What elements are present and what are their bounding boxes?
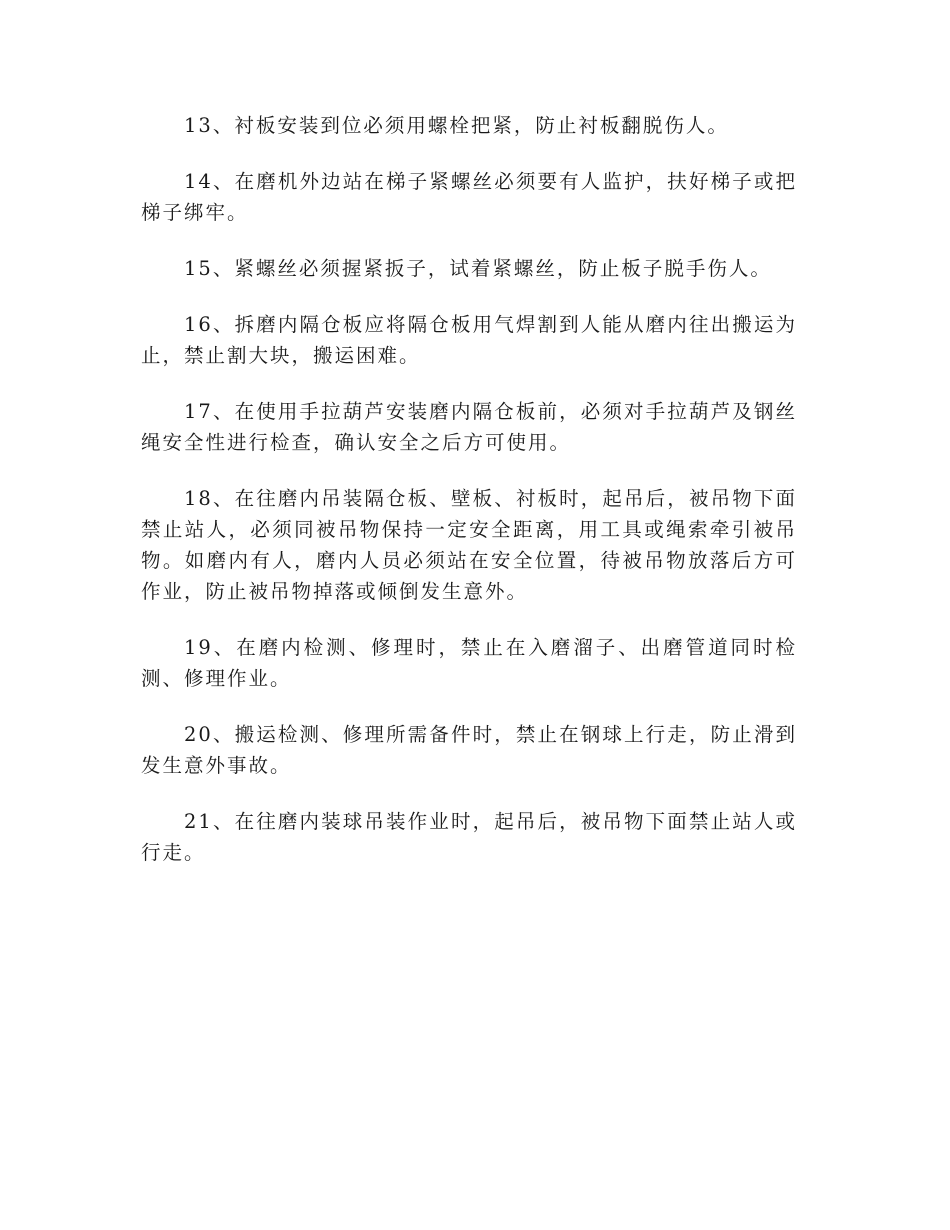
document-body [141, 110, 797, 893]
paragraph-18: 18、在往磨内吊装隔仓板、壁板、衬板时，起吊后，被吊物下面禁止站人，必须同被吊物保持一定安全距离，用工具或绳索牵引被吊物。如磨内有人，磨内人员必须站在安全位置，待被吊物放落后方可作业，防止被吊物掉落或倾倒发生意外。 [141, 487, 797, 603]
paragraph-17: 17、在使用手拉葫芦安装磨内隔仓板前，必须对手拉葫芦及钢丝绳安全性进行检查，确认安全之后方可使用。 [141, 400, 797, 454]
paragraph-14: 14、在磨机外边站在梯子紧螺丝必须要有人监护，扶好梯子或把梯子绑牢。 [141, 170, 797, 224]
paragraph-20: 20、搬运检测、修理所需备件时，禁止在钢球上行走，防止滑到发生意外事故。 [141, 723, 797, 777]
paragraph-16: 16、拆磨内隔仓板应将隔仓板用气焊割到人能从磨内往出搬运为止，禁止割大块，搬运困难。 [141, 313, 797, 367]
paragraph-13: 13、衬板安装到位必须用螺栓把紧，防止衬板翻脱伤人。 [184, 114, 729, 137]
paragraph-19: 19、在磨内检测、修理时，禁止在入磨溜子、出磨管道同时检测、修理作业。 [141, 636, 797, 690]
paragraph-21: 21、在往磨内装球吊装作业时，起吊后，被吊物下面禁止站人或行走。 [141, 810, 797, 864]
paragraph-15: 15、紧螺丝必须握紧扳子，试着紧螺丝，防止板子脱手伤人。 [184, 257, 772, 280]
